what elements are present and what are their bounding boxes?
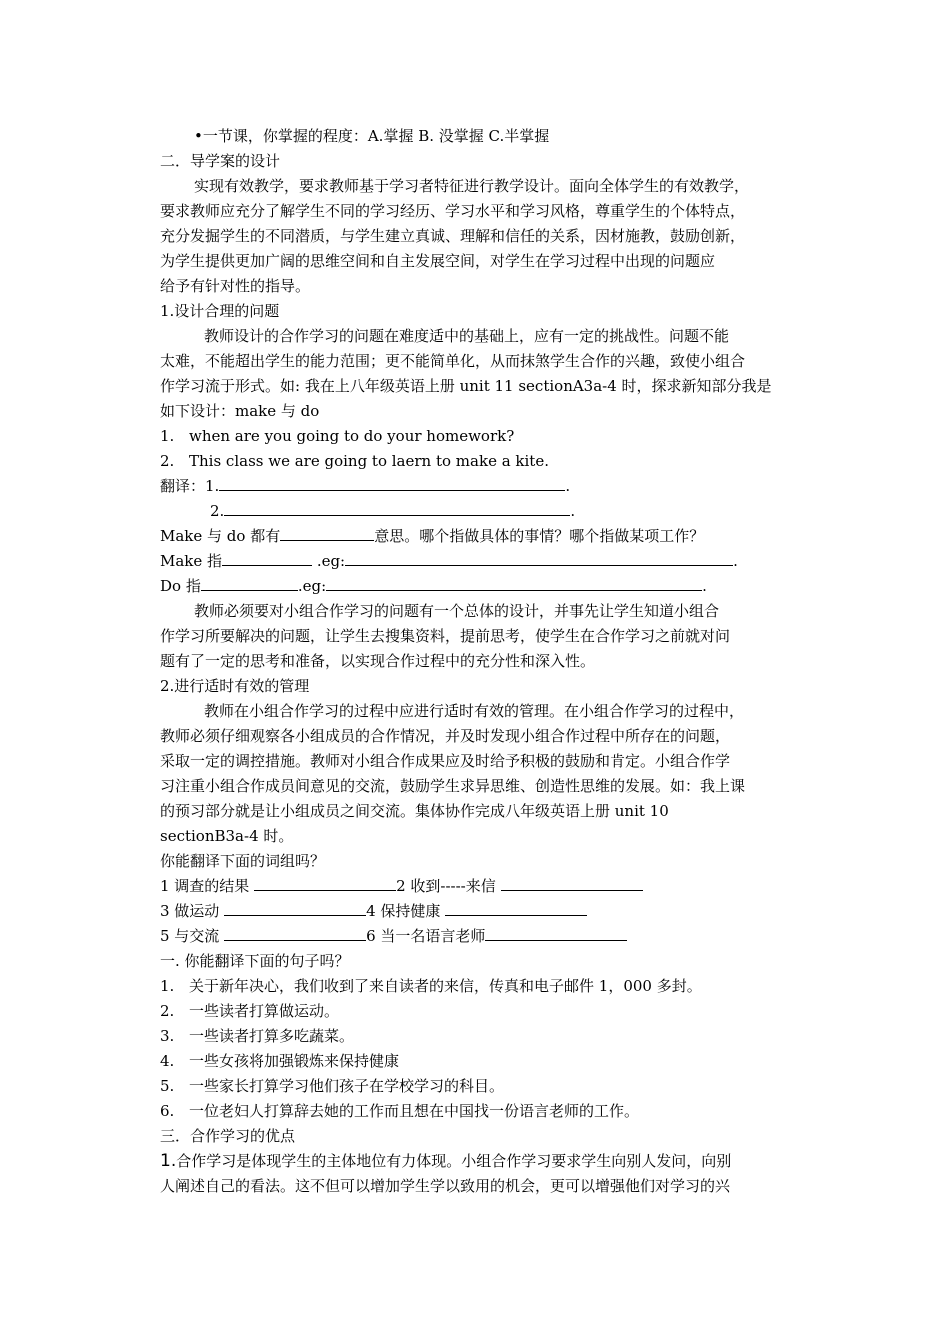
list-text: 一些家长打算学习他们孩子在学校学习的科目。 <box>189 1077 505 1095</box>
paragraph-line: 要求教师应充分了解学生不同的学习经历、学习水平和学习风格，尊重学生的个体特点， <box>160 202 746 220</box>
answer-blank <box>345 551 733 566</box>
list-text: This class we are going to laern to make a kite. <box>189 452 549 470</box>
paragraph-line: 的预习部分就是让小组成员之间交流。集体协作完成八年级英语上册 unit 10 <box>160 802 669 820</box>
make-example-line <box>160 549 800 574</box>
list-item <box>160 1099 800 1124</box>
phrase-text: 6 当一名语言老师 <box>366 927 486 945</box>
translation-line-2 <box>160 499 800 524</box>
answer-blank <box>219 476 565 491</box>
paragraph-line: 教师必须要对小组合作学习的问题有一个总体的设计，并事先让学生知道小组合 <box>194 602 720 620</box>
phrase-text: 2 收到-----来信 <box>396 877 501 895</box>
list-text: 一些读者打算做运动。 <box>189 1002 340 1020</box>
question-text: 意思。哪个指做具体的事情？哪个指做某项工作？ <box>374 527 705 545</box>
answer-blank <box>485 926 627 941</box>
list-number: 6. <box>160 1102 175 1120</box>
period: . <box>733 552 738 570</box>
phrase-text: 3 做运动 <box>160 902 225 920</box>
answer-blank <box>445 901 587 916</box>
paragraph-line: 为学生提供更加广阔的思维空间和自主发展空间，对学生在学习过程中出现的问题应 <box>160 252 716 270</box>
sentence-prompt: 一. 你能翻译下面的句子吗？ <box>160 952 350 970</box>
phrase-row <box>160 899 800 924</box>
answer-blank <box>222 551 312 566</box>
list-item <box>160 999 800 1024</box>
list-number: 5. <box>160 1077 175 1095</box>
answer-blank <box>224 901 366 916</box>
paragraph-line: 采取一定的调控措施。教师对小组合作成果应及时给予积极的鼓励和肯定。小组合作学 <box>160 752 731 770</box>
paragraph-line: 教师设计的合作学习的问题在难度适中的基础上，应有一定的挑战性。问题不能 <box>204 327 730 345</box>
paragraph-line: 人阐述自己的看法。这不但可以增加学生学以致用的机会，更可以增强他们对学习的兴 <box>160 1177 731 1195</box>
translation-label: 2. <box>210 502 225 520</box>
paragraph-line: 教师必须仔细观察各小组成员的合作情况，并及时发现小组合作过程中所存在的问题， <box>160 727 731 745</box>
section-heading-3: 三．合作学习的优点 <box>160 1127 296 1145</box>
phrase-text: 5 与交流 <box>160 927 225 945</box>
answer-blank <box>254 876 396 891</box>
period: . <box>570 502 576 520</box>
question-text: Make 与 do 都有 <box>160 527 281 545</box>
list-number: 4. <box>160 1052 175 1070</box>
question-text: Make 指 <box>160 552 223 570</box>
question-text: Do 指 <box>160 577 201 595</box>
list-item <box>160 974 800 999</box>
list-item <box>160 1024 800 1049</box>
list-number: 2. <box>160 452 175 470</box>
question-text: .eg: <box>312 552 346 570</box>
phrase-row <box>160 874 800 899</box>
do-example-line <box>160 574 800 599</box>
paragraph-line: 实现有效教学，要求教师基于学习者特征进行教学设计。面向全体学生的有效教学， <box>194 177 750 195</box>
answer-blank <box>501 876 643 891</box>
answer-blank <box>326 576 702 591</box>
section-heading-2: 二．导学案的设计 <box>160 152 281 170</box>
phrase-text: 4 保持健康 <box>366 902 446 920</box>
paragraph-text: 合作学习是体现学生的主体地位有力体现。小组合作学习要求学生向别人发问，向别 <box>176 1152 732 1170</box>
paragraph-line: 习注重小组合作成员间意见的交流，鼓励学生求异思维、创造性思维的发展。如：我上课 <box>160 777 746 795</box>
point-number: 1. <box>160 1151 177 1171</box>
list-text: 一些读者打算多吃蔬菜。 <box>189 1027 355 1045</box>
answer-blank <box>224 926 366 941</box>
list-text: 一位老妇人打算辞去她的工作而且想在中国找一份语言老师的工作。 <box>189 1102 640 1120</box>
list-number: 1. <box>160 977 175 995</box>
list-item <box>160 1049 800 1074</box>
paragraph-line: 题有了一定的思考和准备，以实现合作过程中的充分性和深入性。 <box>160 652 596 670</box>
paragraph-line: 太难，不能超出学生的能力范围；更不能简单化，从而抹煞学生合作的兴趣，致使小组合 <box>160 352 746 370</box>
paragraph-line: 作学习流于形式。如: 我在上八年级英语上册 unit 11 sectionA3a-4 时，探求新知部分我是 <box>160 377 772 395</box>
answer-blank <box>280 526 374 541</box>
paragraph-line: 作学习所要解决的问题，让学生去搜集资料，提前思考，使学生在合作学习之前就对问 <box>160 627 731 645</box>
answer-blank <box>224 501 570 516</box>
list-number: 2. <box>160 1002 175 1020</box>
period: . <box>702 577 707 595</box>
list-number: 1. <box>160 427 175 445</box>
list-item <box>160 1074 800 1099</box>
paragraph-line: 给予有针对性的指导。 <box>160 277 311 295</box>
paragraph-line <box>160 1149 800 1174</box>
translation-label: 翻译：1. <box>160 477 220 495</box>
translation-line-1 <box>160 474 800 499</box>
subheading-2: 2.进行适时有效的管理 <box>160 677 310 695</box>
question-text: .eg: <box>297 577 327 595</box>
paragraph-line: 教师在小组合作学习的过程中应进行适时有效的管理。在小组合作学习的过程中， <box>204 702 745 720</box>
phrase-prompt: 你能翻译下面的词组吗？ <box>160 852 326 870</box>
answer-blank <box>201 576 298 591</box>
list-text: 关于新年决心，我们收到了来自读者的来信，传真和电子邮件 1，000 多封。 <box>189 977 702 995</box>
subheading-1: 1.设计合理的问题 <box>160 302 280 320</box>
list-text: 一些女孩将加强锻炼来保持健康 <box>189 1052 400 1070</box>
period: . <box>565 477 571 495</box>
document-body <box>160 124 800 1199</box>
self-assessment-line: •一节课，你掌握的程度：A.掌握 B. 没掌握 C.半掌握 <box>194 127 550 145</box>
list-text: when are you going to do your homework? <box>189 427 515 445</box>
list-item <box>160 424 800 449</box>
list-item <box>160 449 800 474</box>
paragraph-line: sectionB3a-4 时。 <box>160 827 294 845</box>
paragraph-line: 如下设计：make 与 do <box>160 402 320 420</box>
phrase-text: 1 调查的结果 <box>160 877 255 895</box>
phrase-row <box>160 924 800 949</box>
paragraph-line: 充分发掘学生的不同潜质，与学生建立真诚、理解和信任的关系，因材施教，鼓励创新， <box>160 227 746 245</box>
list-number: 3. <box>160 1027 175 1045</box>
make-do-question <box>160 524 800 549</box>
